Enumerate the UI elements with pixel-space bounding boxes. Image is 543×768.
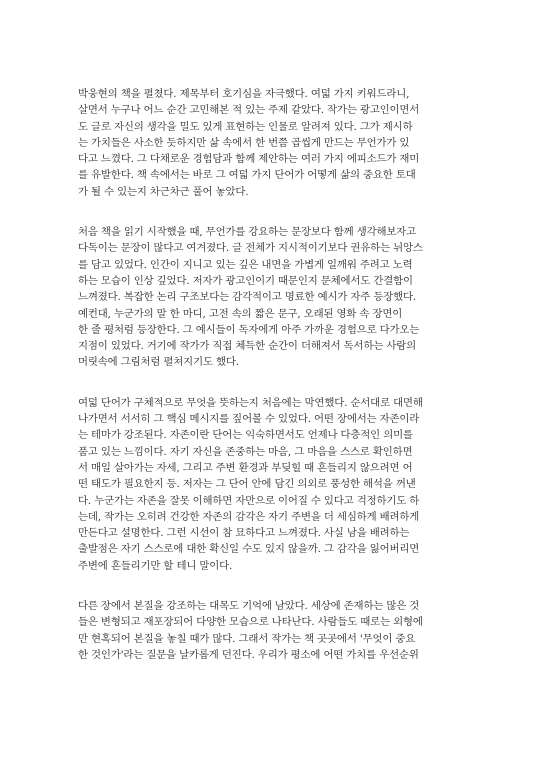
text-line: 지점이 있었다. 거기에 작가가 직접 체득한 순간이 더해져서 독서하는 사람의 xyxy=(78,340,417,353)
text-line: 만 현혹되어 본질을 놓칠 때가 많다. 그래서 작가는 책 곳곳에서 '무엇이 중요 xyxy=(78,632,416,645)
text-line: 품고 있는 느낌이다. 자기 자신을 존중하는 마음, 그 마음을 스스로 확인하면 xyxy=(78,445,413,458)
paragraph-4 xyxy=(78,598,471,663)
text-line: 다고 느꼈다. 그 다채로운 경험담과 함께 제안하는 여러 가지 에피소드가 재미 xyxy=(78,153,420,166)
text-line: 다독이는 문장이 많다고 여겨졌다. 글 전체가 지시적이기보다 권유하는 뉘앙스 xyxy=(78,242,423,255)
text-line: 만든다고 설명한다. 그런 시선이 참 묘하다고 느껴졌다. 사실 남을 배려하는 xyxy=(78,527,410,540)
text-line: 를 유발한다. 책 속에서는 바로 그 여덟 가지 단어가 어떻게 삶의 중요한 토대 xyxy=(78,169,416,182)
text-line: 를 담고 있었다. 인간이 지니고 있는 깊은 내면을 가볍게 일깨워 주려고 노력 xyxy=(78,258,413,271)
text-line: 도 글로 자신의 생각을 밀도 있게 표현하는 인물로 알려져 있다. 그가 제시하 xyxy=(78,120,413,133)
paragraph-1 xyxy=(78,86,471,200)
text-line: 가 될 수 있는지 차근차근 풀어 놓았다. xyxy=(78,185,249,198)
text-line: 여덟 단어가 구체적으로 무엇을 뜻하는지 처음에는 막연했다. 순서대로 대면해 xyxy=(78,396,423,409)
text-line: 나가면서 서서히 그 핵심 메시지를 짚어볼 수 있었다. 어떤 장에서는 자존이라 xyxy=(78,413,420,426)
text-line: 떤 태도가 필요한지 등. 저자는 그 단어 안에 담긴 의외로 풍성한 해석을 꺼낸 xyxy=(78,478,416,491)
text-line: 예컨대, 누군가의 말 한 마디, 고전 속의 짧은 문구, 오래된 영화 속 장면이 xyxy=(78,307,403,320)
paragraph-2 xyxy=(78,224,471,371)
text-line: 는 테마가 강조된다. 자존이란 단어는 익숙하면서도 언제나 다층적인 의미를 xyxy=(78,429,413,442)
text-line: 들은 변형되고 재포장되어 다양한 모습으로 나타난다. 사람들도 때로는 외형에 xyxy=(78,616,423,629)
text-line: 출발점은 자기 스스로에 대한 확신일 수도 있지 않을까. 그 감각을 잃어버리면 xyxy=(78,543,420,556)
text-line: 한 것인가'라는 질문을 날카롭게 던진다. 우리가 평소에 어떤 가치를 우선순위 xyxy=(78,648,419,661)
text-line: 살면서 누구나 어느 순간 고민해본 적 있는 주제 같았다. 작가는 광고인이면서 xyxy=(78,104,420,117)
text-line: 처음 책을 읽기 시작했을 때, 무언가를 강요하는 문장보다 함께 생각해보자고 xyxy=(78,226,417,239)
paragraph-3 xyxy=(78,395,471,574)
text-line: 는데, 작가는 오히려 건강한 자존의 감각은 자기 주변을 더 세심하게 배려하게 xyxy=(78,510,420,523)
text-line: 다. 누군가는 자존을 잘못 이해하면 자만으로 이어질 수 있다고 걱정하기도 하 xyxy=(78,494,420,507)
text-line: 는 가치들은 사소한 듯하지만 삶 속에서 한 번쯤 곱씹게 만드는 무언가가 있 xyxy=(78,136,410,149)
text-line: 박웅현의 책을 펼쳤다. 제목부터 호기심을 자극했다. 여덟 가지 키워드라니, xyxy=(78,88,410,100)
text-line: 하는 모습이 인상 깊었다. 저자가 광고인이기 때문인지 문체에서도 간결함이 xyxy=(78,274,413,287)
text-line: 한 줄 평처럼 등장한다. 그 예시들이 독자에게 아주 가까운 경험으로 다가오는 xyxy=(78,323,420,336)
document-body xyxy=(78,86,471,687)
text-line: 다른 장에서 본질을 강조하는 대목도 기억에 남았다. 세상에 존재하는 많은 것 xyxy=(78,600,420,613)
text-line: 머릿속에 그림처럼 펼쳐지기도 했다. xyxy=(78,356,239,369)
text-line: 느껴졌다. 복잡한 논리 구조보다는 감각적이고 명료한 예시가 자주 등장했다. xyxy=(78,291,417,304)
text-line: 주변에 흔들리기만 할 테니 말이다. xyxy=(78,559,233,572)
text-line: 서 매일 살아가는 자세, 그리고 주변 환경과 부딪힐 때 흔들리지 않으려면 어 xyxy=(78,461,413,474)
